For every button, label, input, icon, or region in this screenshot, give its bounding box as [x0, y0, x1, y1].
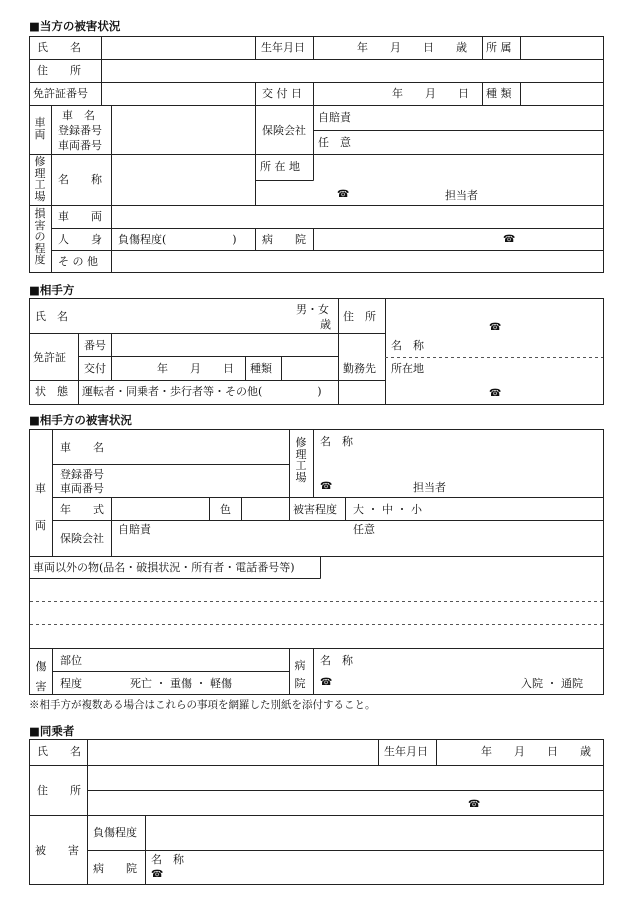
other-registration-field[interactable]	[120, 465, 289, 497]
color-field[interactable]	[242, 498, 289, 520]
injury-degree-label: 程度	[60, 677, 82, 690]
other-repair-phone-icon: ☎	[320, 481, 333, 492]
workplace-address-field[interactable]	[430, 358, 603, 404]
section-title-passenger: ■同乗者	[29, 724, 75, 738]
passenger-hospital-field[interactable]	[190, 851, 603, 884]
model-year-label: 年 式	[60, 503, 104, 516]
other-insurer-field[interactable]	[112, 521, 603, 556]
other-repair-name-label: 名 称	[320, 435, 353, 448]
other-issue-format: 年 月 日	[157, 362, 234, 375]
section-title-other-damage: ■相手方の被害状況	[29, 413, 132, 427]
damage-person-label: 人 身	[58, 233, 102, 246]
age-label: 歳	[320, 318, 331, 331]
other-address-label: 住 所	[343, 310, 376, 323]
other-voluntary-label: 任意	[353, 523, 375, 536]
address-field[interactable]	[102, 60, 603, 82]
other-hospital-name-label: 名 称	[320, 654, 353, 667]
other-car-name-field[interactable]	[120, 430, 289, 464]
passenger-injury-degree-label: 負傷程度	[93, 826, 137, 839]
other-name-field[interactable]	[79, 299, 294, 333]
admission-options[interactable]: 入院 ・ 通院	[521, 677, 583, 690]
body-part-label: 部位	[60, 654, 82, 667]
passenger-dob-field[interactable]	[437, 740, 603, 765]
damage-other-field[interactable]	[112, 251, 603, 272]
damage-other-label: そ の 他	[58, 255, 98, 268]
vehicle-info-field[interactable]	[112, 106, 255, 154]
passenger-name-field[interactable]	[88, 740, 378, 765]
other-jibaiseki-label: 自賠責	[118, 523, 151, 536]
repair-shop-name-field[interactable]	[112, 155, 255, 205]
other-license-number-label: 番号	[84, 339, 106, 352]
other-person-in-charge-label: 担当者	[413, 481, 446, 494]
repair-location-field[interactable]	[314, 155, 603, 183]
hospital-label: 病 院	[262, 233, 306, 246]
workplace-name-field[interactable]	[430, 334, 603, 356]
non-vehicle-items-field[interactable]	[30, 579, 603, 648]
passenger-injury-degree-field[interactable]	[146, 816, 603, 850]
voluntary-insurance-label: 任 意	[318, 136, 351, 149]
passenger-dob-label: 生年月日	[384, 745, 428, 758]
section-title-other-party: ■相手方	[29, 283, 75, 297]
other-hospital-name-field[interactable]	[360, 649, 603, 673]
voluntary-insurance-field[interactable]	[360, 131, 603, 154]
hospital-phone-icon: ☎	[503, 234, 516, 245]
hospital-field[interactable]	[314, 229, 603, 250]
multiple-parties-note: ※相手方が複数ある場合はこれらの事項を網羅した別紙を添付すること。	[29, 699, 376, 711]
other-address-phone-icon: ☎	[489, 322, 502, 333]
injury-degree-options[interactable]: 死亡 ・ 重傷 ・ 軽傷	[130, 677, 232, 690]
damage-degree-options[interactable]: 大 ・ 中 ・ 小	[353, 503, 422, 516]
body-part-field[interactable]	[90, 649, 289, 671]
workplace-address-label: 所在地	[391, 362, 424, 375]
damage-vehicle-label: 車 両	[58, 210, 102, 223]
passenger-address-label: 住 所	[37, 784, 81, 797]
other-hospital-group-label: 病院	[294, 659, 306, 690]
other-hospital-phone-icon: ☎	[320, 677, 333, 688]
registration-number-label: 登録番号	[58, 124, 102, 137]
workplace-name-label: 名 称	[391, 339, 424, 352]
repair-location-label: 所 在 地	[260, 160, 300, 173]
passenger-name-label: 氏 名	[37, 745, 81, 758]
vehicle-number-label: 車両番号	[58, 139, 102, 152]
other-registration-label: 登録番号	[60, 468, 104, 481]
other-license-type-label: 種類	[250, 362, 272, 375]
injury-degree-field[interactable]: 負傷程度( )	[118, 233, 237, 246]
issue-date-format: 年 月 日	[392, 87, 469, 100]
status-options[interactable]: 運転者・同乗者・歩行者等・その他( )	[82, 385, 322, 398]
name-field[interactable]	[102, 37, 255, 59]
other-license-label: 免許証	[33, 351, 66, 364]
vehicle-group-label: 車両	[34, 116, 46, 141]
other-name-label: 氏 名	[35, 310, 68, 323]
license-number-label: 免許証番号	[33, 87, 88, 100]
other-license-type-field[interactable]	[282, 357, 338, 380]
affiliation-label: 所 属	[486, 41, 512, 54]
person-in-charge-label: 担当者	[445, 189, 478, 202]
affiliation-field[interactable]	[521, 37, 603, 59]
dob-field[interactable]	[314, 37, 482, 59]
injury-group-label: 傷害	[35, 660, 47, 693]
workplace-label: 勤務先	[343, 362, 376, 375]
repair-shop-group-label: 修理工場	[34, 155, 46, 203]
other-vehicle-group-label: 車 両	[35, 482, 57, 532]
license-number-field[interactable]	[102, 83, 255, 105]
damage-degree-label: 被害程度	[293, 503, 337, 516]
workplace-phone-icon: ☎	[489, 388, 502, 399]
other-issue-label: 交付	[84, 362, 106, 375]
repair-shop-name-label: 名 称	[58, 173, 102, 186]
jibaiseki-label: 自賠責	[318, 111, 351, 124]
passenger-hospital-phone-icon: ☎	[151, 869, 164, 880]
other-repair-shop-group-label: 修理工場	[295, 436, 307, 484]
name-label: 氏 名	[37, 41, 81, 54]
license-type-label: 種 類	[486, 87, 512, 100]
passenger-hospital-label: 病 院	[93, 862, 137, 875]
issue-date-label: 交 付 日	[262, 87, 302, 100]
gender-options[interactable]: 男・女	[296, 303, 329, 316]
damage-extent-group-label: 損害の程度	[34, 207, 46, 267]
car-name-label: 車 名	[62, 109, 95, 122]
other-insurer-label: 保険会社	[60, 532, 104, 545]
jibaiseki-field[interactable]	[360, 106, 603, 130]
dob-label: 生年月日	[261, 41, 305, 54]
status-label: 状 態	[35, 385, 68, 398]
insurer-label: 保険会社	[262, 124, 306, 137]
model-year-field[interactable]	[112, 498, 209, 520]
dob-format: 年 月 日 歳	[357, 41, 467, 54]
color-label: 色	[220, 503, 231, 516]
passenger-dob-format: 年 月 日 歳	[481, 745, 591, 758]
passenger-damage-label: 被 害	[35, 844, 79, 857]
non-vehicle-items-label: 車両以外の物(品名・破損状況・所有者・電話番号等)	[33, 561, 295, 574]
passenger-phone-icon: ☎	[468, 799, 481, 810]
other-license-number-field[interactable]	[112, 334, 338, 356]
phone-icon: ☎	[337, 189, 350, 200]
license-type-field[interactable]	[521, 83, 603, 105]
passenger-hospital-name-label: 名 称	[151, 853, 184, 866]
damage-vehicle-field[interactable]	[112, 206, 603, 228]
section-title-own-damage: ■当方の被害状況	[29, 19, 121, 33]
other-car-name-label: 車 名	[60, 441, 104, 454]
other-repair-name-field[interactable]	[360, 430, 603, 470]
passenger-address-field[interactable]	[88, 766, 603, 790]
address-label: 住 所	[37, 64, 81, 77]
other-vehicle-number-label: 車両番号	[60, 482, 104, 495]
